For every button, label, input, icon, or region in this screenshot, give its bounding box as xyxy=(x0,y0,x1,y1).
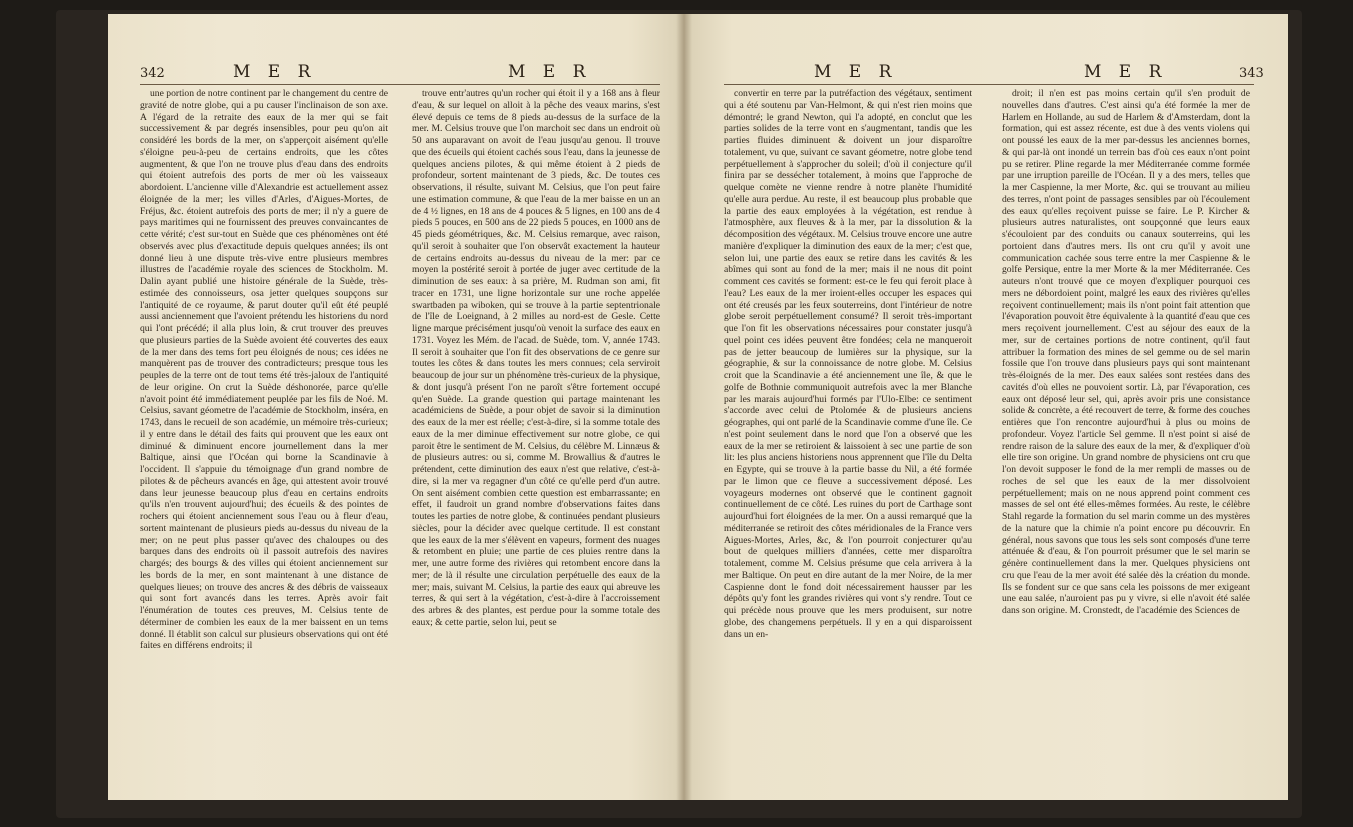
right-col1-text: convertir en terre par la putréfaction des végétaux, sentiment qui a été soutenu par Van-Helmont, & qui n'est rien moins que démontré; le grand Newton, qui l'a adopté, en conclut que les parties solides de la terre vont en s'augmentant, tandis que les parties fluides diminuent & doivent un jour disparoître totalement, vu que, suivant ce savant géometre, notre globe tend perpétuellement à s'approcher du soleil; d'où il conjecture qu'il finira par se dessécher totalement, à moins que l'approche de quelque comète ne vienne rendre à notre planète l'humidité qu'elle aura perdue. Au reste, il est beaucoup plus probable que la partie des eaux employées à la végétation, est rendue à l'atmosphère, aux fleuves & à la mer, par la dissolution & la décomposition des végétaux. M. Celsius trouve encore une autre manière d'expliquer la diminution des eaux de la mer; c'est que, selon lui, une partie des eaux se retire dans les cavités & les abîmes qui sont au fond de la mer; mais il ne nous dit point comment ces cavités se forment: est-ce le feu qui feroit place à l'eau? Les eaux de la mer iroient-elles occuper les espaces qui ont été creusés par les feux souterreins, dont l'intérieur de notre globe seroit perpétuellement consumé? Il seroit très-important que l'on fit les observations nécessaires pour constater jusqu'à quel point ces idées peuvent être fondées; cela ne manqueroit pas de jetter beaucoup de lumières sur la physique, sur la géographie, & sur la connoissance de notre globe. M. Celsius croit que la Scandinavie a été anciennement une île, & que le golfe de Bothnie communiquoit autrefois avec la mer Blanche par les marais aujourd'hui formés par l'Ulo-Elbe: ce sentiment s'accorde avec celui de Ptolomée & de plusieurs anciens géographes, qui ont parlé de la Scandinavie comme d'une île. Ce n'est point seulement dans le nord que l'on a observé que les eaux de la mer se retiroient & laissoient à sec une partie de son lit: les plus anciens historiens nous apprennent que l'île du Delta en Egypte, qui se trouve à la partie basse du Nil, a été formée par le limon que ce fleuve a successivement déposé. Les voyageurs modernes ont observé que le continent gagnoit continuellement de ce côté. Les ruines du port de Carthage sont aujourd'hui fort éloignées de la mer. On a aussi remarqué que la méditerranée se retiroit des côtes méridionales de la France vers Aigues-Mortes, Arles, &c, & l'on pourroit conjecturer qu'au bout de quelques milliers d'années, cette mer disparoîtra totalement, comme M. Celsius présume que cela arrivera à la mer Baltique. On peut en dire autant de la mer Noire, de la mer Caspienne dont le fond doit nécessairement hausser par les dépôts qu'y font les grandes rivières qui vont s'y rendre. Tout ce qui précède nous prouve que les mers produisent, sur notre globe, des changemens perpétuels. Il y en a qui disparoissent dans un en- xyxy=(724,88,972,640)
left-column-1 xyxy=(140,88,388,798)
left-column-2 xyxy=(412,88,660,798)
right-page xyxy=(684,14,1288,800)
left-running-head-2: M E R xyxy=(508,62,592,82)
right-col2-text: droit; il n'en est pas moins certain qu'il s'en produit de nouvelles dans d'autres. C'est ainsi qu'a été formée la mer de Harlem en Hollande, au sud de Harlem & d'Amsterdam, dont la formation, qui est assez récente, est due à des vents violens qui ont poussé les eaux de la mer par-dessus les anciennes bornes, & qui par-là ont inondé un terrein bas d'où ces eaux n'ont point pu se retirer. Pline regarde la mer Méditerranée comme formée par une irruption pareille de l'Océan. Il y a des mers, telles que la mer Caspienne, la mer Morte, &c. qui se trouvant au milieu des terres, n'ont point de passages sensibles par où l'écoulement des eaux qu'elles reçoivent puisse se faire. Le P. Kircher & plusieurs autres naturalistes, ont soupçonné que leurs eaux s'écouloient par des conduits ou canaux souterreins, qui les portoient dans d'autres mers. Ils ont cru qu'il y avoit une communication cachée sous terre entre la mer Caspienne & le golfe Persique, entre la mer Morte & la mer Méditerranée. Ces auteurs n'ont trouvé que ce moyen d'expliquer pourquoi ces mers ne débordoient point, malgré les eaux des rivières qu'elles reçoivent continuellement; mais ils n'ont point fait attention que l'évaporation pouvoit être équivalente à la quantité d'eau que ces mers reçoivent journellement. C'est au séjour des eaux de la mer, sur de certaines portions de notre continent, qu'il faut attribuer la formation des mines de sel gemme ou de sel marin fossile que l'on trouve dans plusieurs pays qui sont maintenant très-éloignés de la mer. Des eaux salées sont restées dans des cavités d'où elles ne pouvoient sortir. Là, par l'évaporation, ces eaux ont déposé leur sel, qui, après avoir pris une consistance solide & concrète, a été recouvert de terre, & forme des couches entières que l'on rencontre aujourd'hui à plus ou moins de profondeur. Voyez l'article Sel gemme. Il n'est point si aisé de rendre raison de la salure des eaux de la mer, & d'expliquer d'où elle tire son origine. Un grand nombre de physiciens ont cru que l'on devoit supposer le fond de la mer rempli de masses ou de roches de sel que les eaux de la mer dissolvoient perpétuellement; mais on ne nous apprend point comment ces masses de sel ont été elles-mêmes formées. Au reste, le célèbre Stahl regarde la formation du sel marin comme un des mystères de la nature que la chimie n'a point encore pu découvrir. En général, nous savons que tous les sels sont composés d'une terre atténuée & d'eau, & l'on pourroit présumer que le sel marin se génère continuellement dans la mer. Quelques physiciens ont cru que l'eau de la mer avoit été salée dès la création du monde. Ils se fondent sur ce que sans cela les poissons de mer exigeant une eau salée, n'auroient pas pu y vivre, si elle n'avoit été salée dans son origine. M. Cronstedt, de l'académie des Sciences de xyxy=(1002,88,1250,616)
right-column-2 xyxy=(1002,88,1250,798)
left-running-head: M E R xyxy=(233,62,317,82)
book-gutter xyxy=(676,14,692,800)
left-page xyxy=(108,14,686,800)
right-folio: 343 xyxy=(1239,66,1264,81)
left-folio: 342 xyxy=(140,66,165,81)
right-header-rule xyxy=(724,84,1254,85)
right-running-head-2: M E R xyxy=(1084,62,1168,82)
left-header-rule xyxy=(140,84,660,85)
left-col2-text: trouve entr'autres qu'un rocher qui étoit il y a 168 ans à fleur d'eau, & sur lequel on alloit à la pêche des veaux marins, s'est élevé depuis ce tems de 8 pieds au-dessus de la surface de la mer. M. Celsius trouve que l'on marchoit sec dans un endroit où 50 ans auparavant on avoit de l'eau jusqu'au genou. Il trouve que des écueils qui étoient cachés sous l'eau, dans la jeunesse de quelques anciens pilotes, & qui même étoient à 2 pieds de profondeur, sortent maintenant de 3 pieds, &c. De toutes ces observations, il résulte, suivant M. Celsius, que l'on peut faire une estimation commune, & que l'eau de la mer baisse en un an de 4 ½ lignes, en 18 ans de 4 pouces & 5 lignes, en 100 ans de 4 pieds 5 pouces, en 500 ans de 22 pieds 5 pouces, en 1000 ans de 45 pieds géométriques, &c. M. Celsius remarque, avec raison, qu'il seroit à souhaiter que l'on observât exactement la hauteur de certains endroits au-dessus du niveau de la mer: par ce moyen la postérité seroit à portée de juger avec certitude de la diminution de ses eaux: à sa prière, M. Rudman son ami, fit tracer en 1731, une ligne horizontale sur une roche appelée swartbaden pa wiboken, qui se trouve à la partie septentrionale de l'île de Loeignand, à 2 milles au nord-est de Gesle. Cette ligne marque précisément jusqu'où venoit la surface des eaux en 1731. Voyez les Mém. de l'acad. de Suède, tom. V, année 1743. Il seroit à souhaiter que l'on fit des observations de ce genre sur toutes les côtes & dans toutes les mers connues; cela serviroit beaucoup de jour sur un phénomène très-curieux de la physique, & dont jusqu'à présent l'on ne paroît s'être fortement occupé qu'en Suède. La grande question qui partage maintenant les académiciens de Suède, a pour objet de savoir si la diminution des eaux de la mer est réelle; c'est-à-dire, si la somme totale des eaux de la mer diminue effectivement sur notre globe, ce qui paroit être le sentiment de M. Celsius, du célèbre M. Linnæus & de plusieurs autres: ou si, comme M. Browallius & d'autres le prétendent, cette diminution des eaux n'est que relative, c'est-à-dire, si la mer va regagner d'un côté ce qu'elle perd d'un autre. On sent aisément combien cette question est embarrassante; en effet, il faudroit un grand nombre d'observations faites dans toutes les parties de notre globe, & continuées pendant plusieurs siècles, pour la décider avec quelque certitude. Il est constant que les eaux de la mer s'élèvent en vapeurs, forment des nuages & retombent en pluie; une partie de ces pluies rentre dans la mer, une autre forme des rivières qui retombent encore dans la mer; de là il résulte une circulation perpétuelle des eaux de la mer; mais, suivant M. Celsius, la partie des eaux qui abreuve les terres, & qui sert à la végétation, c'est-à-dire à l'accroissement des arbres & des plantes, est perdue pour la somme totale des eaux; & cette partie, selon lui, peut se xyxy=(412,88,660,628)
right-column-1 xyxy=(724,88,972,798)
left-col1-text: une portion de notre continent par le changement du centre de gravité de notre globe, qui a pu causer l'inclinaison de son axe. A l'égard de la retraite des eaux de la mer qui se fait successivement & par degrés insensibles, pour peu qu'on ait considéré les bords de la mer, on s'apperçoit aisément qu'elle s'éloigne peu-à-peu de certains endroits, que les côtes augmentent, & que l'on ne trouve plus d'eau dans des endroits qui étoient autrefois des ports de mer où les vaisseaux abordoient. L'ancienne ville d'Alexandrie est actuellement assez éloignée de la mer; les villes d'Arles, d'Aigues-Mortes, de Fréjus, &c. étoient autrefois des ports de mer; il n'y a guere de pays maritimes qui ne fournissent des preuves convaincantes de cette vérité; c'est sur-tout en Suède que ces phénomènes ont été observés avec plus d'exactitude depuis quelques années; ils ont donné lieu à une dispute très-vive entre plusieurs membres illustres de l'académie royale des sciences de Stockholm. M. Dalin ayant publié une histoire générale de la Suède, très-estimée des connoisseurs, osa jetter quelques soupçons sur l'antiquité de ce royaume, & parut douter qu'il eût été peuplé aussi anciennement que l'avoient prétendu les historiens du nord qui l'ont précédé; il alla plus loin, & crut trouver des preuves que plusieurs parties de la Suède avoient été couvertes des eaux de la mer dans des tems fort peu éloignés de nous; ces idées ne manquèrent pas de trouver des contradicteurs; presque tous les peuples de la terre ont de tout tems été très-jaloux de l'antiquité de leur origine. On crut la Suède déshonorée, parce qu'elle n'avoit point été immédiatement peuplée par les fils de Noé. M. Celsius, savant géometre de l'académie de Stockholm, inséra, en 1743, dans le recueil de son académie, un mémoire très-curieux; il y entre dans le détail des faits qui prouvent que les eaux ont diminué & diminuent encore journellement dans la mer Baltique, ainsi que l'Océan qui borne la Scandinavie à l'occident. Il s'appuie du témoignage d'un grand nombre de pilotes & de pêcheurs avancés en âge, qui attestent avoir trouvé dans leur jeunesse beaucoup plus d'eau en certains endroits qu'ils n'en trouvent aujourd'hui; des écueils & des pointes de rochers qui étoient anciennement sous l'eau ou à fleur d'eau, sortent maintenant de plusieurs pieds au-dessus du niveau de la mer; on ne peut plus passer qu'avec des chaloupes ou des barques dans des endroits où il passoit autrefois des navires chargés; des bourgs & des villes qui étoient anciennement sur les bords de la mer, en sont maintenant à une distance de quelques lieues; on trouve des ancres & des débris de vaisseaux qui sont fort avancés dans les terres. Après avoir fait l'énumération de toutes ces preuves, M. Celsius tente de déterminer de combien les eaux de la mer baissent en un tems donné. Il établit son calcul sur plusieurs observations qui ont été faites en différens endroits; il xyxy=(140,88,388,652)
right-running-head: M E R xyxy=(814,62,898,82)
